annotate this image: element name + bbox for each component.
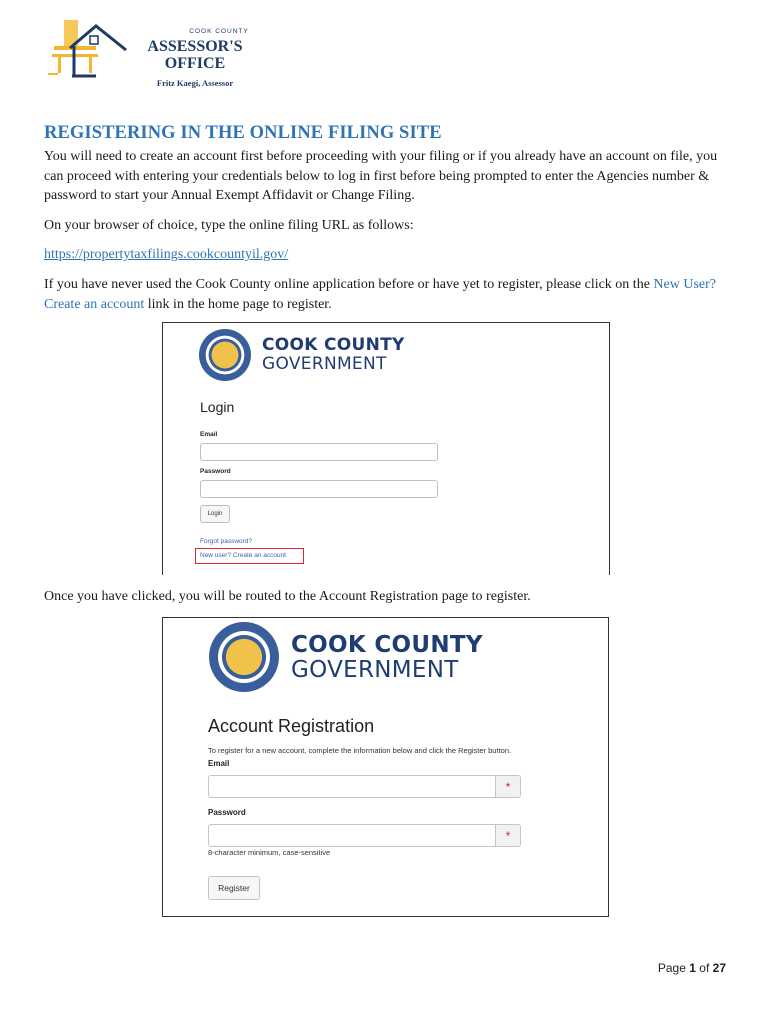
password-hint: 8-character minimum, case-sensitive bbox=[208, 848, 331, 857]
login-screenshot bbox=[162, 322, 610, 575]
page-current: 1 bbox=[689, 961, 696, 975]
county-seal-icon bbox=[209, 622, 279, 692]
required-marker: * bbox=[495, 776, 520, 797]
logo-assessor-name: Fritz Kaegi, Assessor bbox=[156, 78, 234, 88]
password-field[interactable] bbox=[200, 480, 438, 498]
filing-url-link[interactable]: https://propertytaxfilings.cookcountyil.gov/ bbox=[44, 247, 289, 262]
logo-office-line2: OFFICE bbox=[164, 55, 226, 72]
page-of: of bbox=[699, 961, 710, 975]
password-label: Password bbox=[208, 808, 246, 817]
brand-line1: COOK COUNTY bbox=[291, 632, 483, 658]
password-field[interactable] bbox=[208, 824, 521, 847]
logo-office-line1: ASSESSOR'S bbox=[147, 38, 243, 55]
email-label: Email bbox=[200, 431, 218, 438]
brand-line2: GOVERNMENT bbox=[291, 657, 459, 683]
page-word: Page bbox=[657, 961, 686, 975]
registration-screenshot bbox=[162, 617, 609, 917]
brand-line1: COOK COUNTY bbox=[262, 335, 405, 355]
login-heading: Login bbox=[200, 399, 235, 415]
password-label: Password bbox=[200, 468, 231, 475]
register-button[interactable]: Register bbox=[208, 876, 260, 900]
email-field[interactable] bbox=[200, 443, 438, 461]
forgot-password-link[interactable]: Forgot password? bbox=[200, 538, 253, 545]
page-title: REGISTERING IN THE ONLINE FILING SITE bbox=[44, 123, 442, 143]
brand-line2: GOVERNMENT bbox=[262, 354, 387, 374]
county-seal-icon bbox=[199, 329, 251, 381]
browser-instruction: On your browser of choice, type the online filing URL as follows: bbox=[44, 218, 414, 233]
registration-heading: Account Registration bbox=[208, 716, 375, 736]
filing-url-paragraph bbox=[44, 245, 734, 265]
create-account-link[interactable]: New user? Create an account bbox=[200, 552, 286, 559]
new-user-text-after: link in the home page to register. bbox=[147, 296, 332, 312]
page-total: 27 bbox=[712, 961, 726, 975]
routed-paragraph: Once you have clicked, you will be routed to the Account Registration page to register. bbox=[44, 589, 531, 604]
new-user-paragraph bbox=[44, 275, 734, 314]
intro-paragraph: You will need to create an account first before proceeding with your filing or if you already have an account on file, you can proceed with entering your credentials below to log in first before being prompted to enter the Agencies number & password to start your Annual Exempt Affidavit or Change Filing. bbox=[44, 149, 718, 203]
assessors-office-logo bbox=[44, 16, 249, 96]
email-label: Email bbox=[208, 759, 230, 768]
registration-note: To register for a new account, complete the information below and click the Register button. bbox=[208, 746, 512, 755]
new-user-text-before: If you have never used the Cook County online application before or have yet to register, please click on the bbox=[44, 277, 650, 292]
logo-county-text: COOK COUNTY bbox=[189, 28, 249, 35]
new-user-create-account-link[interactable]: New User? Create an account bbox=[44, 277, 717, 312]
required-marker: * bbox=[495, 825, 520, 846]
login-button[interactable]: Login bbox=[200, 505, 230, 523]
email-field[interactable] bbox=[208, 775, 521, 798]
page-number bbox=[658, 961, 726, 975]
